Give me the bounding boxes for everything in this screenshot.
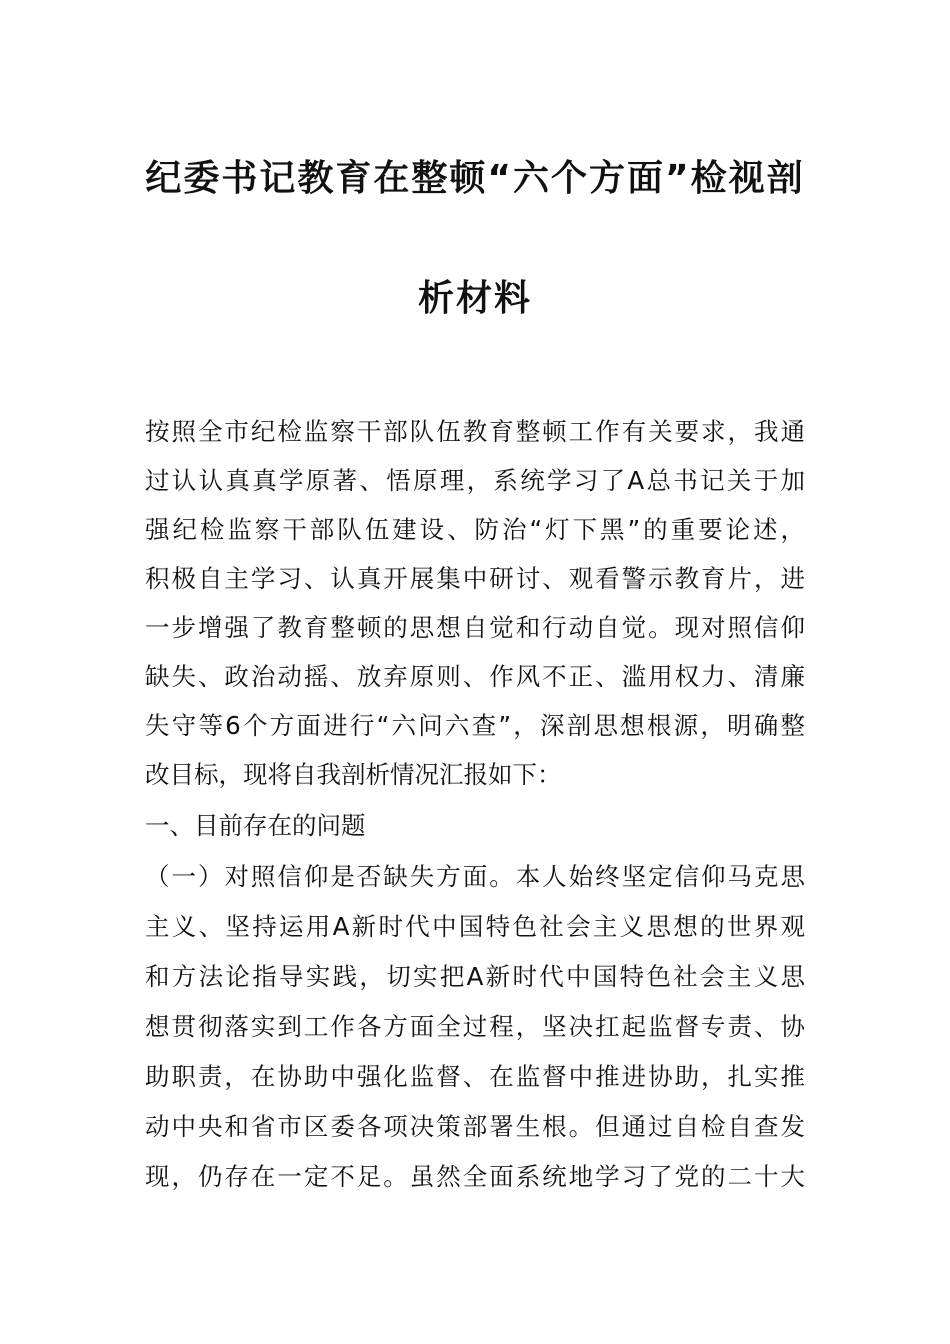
body-text-line: 过认认真真学原著、悟原理，系统学习了A总书记关于加 (145, 466, 805, 495)
body-text-line: 助职责，在协助中强化监督、在监督中推进协助，扎实推 (145, 1062, 805, 1091)
body-text-line: 主义、坚持运用A新时代中国特色社会主义思想的世界观 (145, 912, 805, 941)
body-text-line: 动中央和省市区委各项决策部署生根。但通过自检自查发 (145, 1112, 805, 1141)
body-text-line: 想贯彻落实到工作各方面全过程，坚决扛起监督专责、协 (145, 1012, 805, 1041)
body-text-line: 改目标，现将自我剖析情况汇报如下： (145, 760, 562, 789)
section-heading: 一、目前存在的问题 (145, 811, 366, 840)
body-text-line: 积极自主学习、认真开展集中研讨、观看警示教育片，进 (145, 564, 805, 593)
body-text-line: 失守等6个方面进行“六问六查”，深剖思想根源，明确整 (145, 711, 805, 740)
body-text-line: 一步增强了教育整顿的思想自觉和行动自觉。现对照信仰 (145, 613, 805, 642)
document-title-line-2: 析材料 (417, 278, 532, 319)
body-text-line: 和方法论指导实践，切实把A新时代中国特色社会主义思 (145, 962, 805, 991)
body-text-line: 强纪检监察干部队伍建设、防治“灯下黑”的重要论述， (145, 515, 805, 544)
body-text-line: 缺失、政治动摇、放弃原则、作风不正、滥用权力、清廉 (145, 662, 805, 691)
body-text-line: （一）对照信仰是否缺失方面。本人始终坚定信仰马克思 (145, 862, 805, 891)
body-text-line: 现，仍存在一定不足。虽然全面系统地学习了党的二十大 (145, 1162, 805, 1191)
document-title-line-1: 纪委书记教育在整顿“六个方面”检视剖 (145, 158, 805, 199)
body-text-line: 按照全市纪检监察干部队伍教育整顿工作有关要求，我通 (145, 417, 805, 446)
